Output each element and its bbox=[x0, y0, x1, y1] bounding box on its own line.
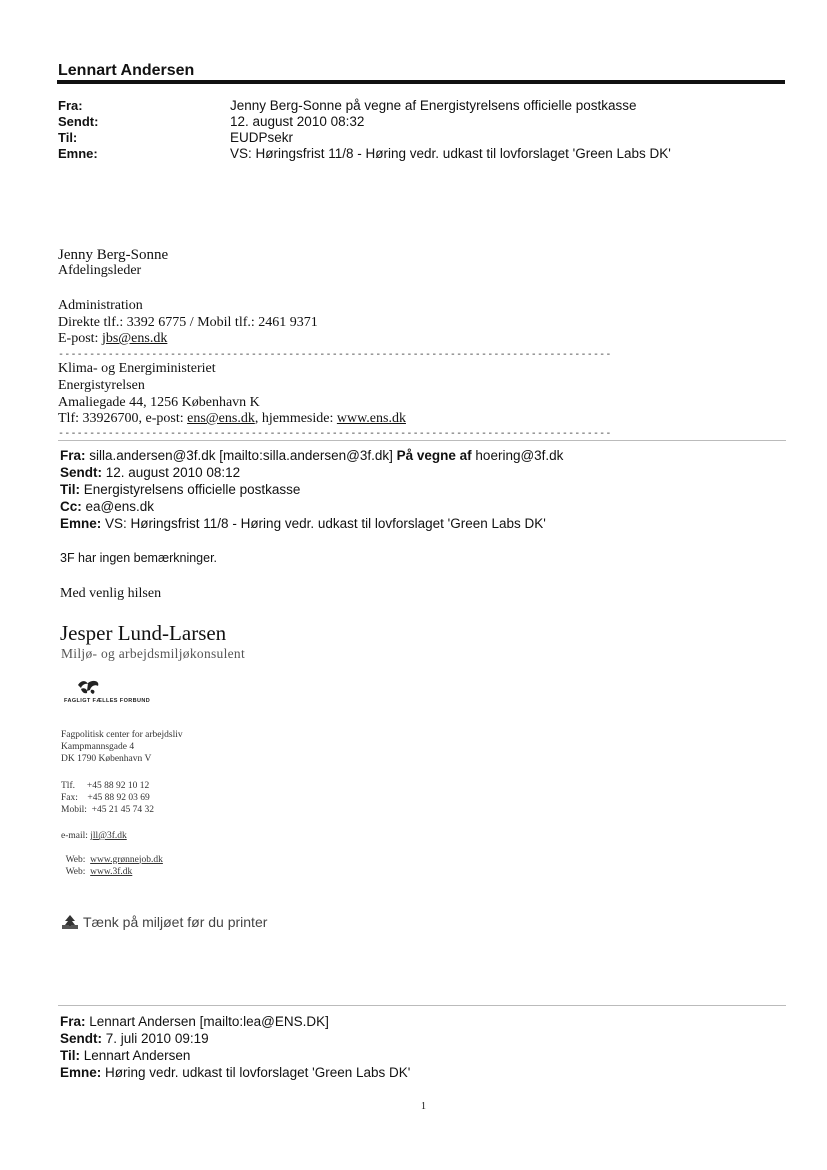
msg2-sent-line bbox=[60, 1030, 209, 1047]
ministry-name: Klima- og Energiministeriet bbox=[58, 361, 216, 376]
agency-address: Amaliegade 44, 1256 København K bbox=[58, 395, 260, 410]
sender-department: Administration bbox=[58, 298, 143, 313]
msg1-from-line bbox=[60, 447, 563, 464]
msg2-subject-label: Emne: bbox=[60, 1065, 102, 1080]
eco-note-text: Tænk på miljøet før du printer bbox=[83, 914, 268, 930]
msg1-subject-line bbox=[60, 515, 546, 532]
message-divider bbox=[58, 440, 786, 441]
signature-separator-2: ----------------------------------------------------------------------------------------- bbox=[58, 428, 612, 439]
msg1-cc-value: ea@ens.dk bbox=[85, 499, 155, 514]
msg1-cc-line bbox=[60, 498, 154, 515]
sent-value: 12. august 2010 08:32 bbox=[230, 114, 365, 129]
msg2-to-value: Lennart Andersen bbox=[83, 1048, 191, 1063]
eco-note bbox=[61, 914, 267, 930]
org-line-1: Fagpolitisk center for arbejdsliv bbox=[61, 730, 183, 740]
from-label: Fra: bbox=[58, 98, 83, 113]
agency-contact-prefix: Tlf: 33926700, e-post: bbox=[58, 411, 188, 426]
agency-name: Energistyrelsen bbox=[58, 378, 145, 393]
heading-rule bbox=[57, 80, 785, 84]
agency-email-link[interactable]: ens@ens.dk bbox=[187, 411, 255, 426]
sender-email-label: E-post: bbox=[58, 331, 102, 346]
msg1-on-behalf-value: hoering@3f.dk bbox=[475, 448, 564, 463]
msg2-sent-value: 7. juli 2010 09:19 bbox=[105, 1031, 209, 1046]
msg1-to-label: Til: bbox=[60, 482, 80, 497]
msg1-from-value: silla.andersen@3f.dk [mailto:silla.andersen@3f.dk] bbox=[89, 448, 393, 463]
org-line-3: DK 1790 København V bbox=[61, 754, 152, 764]
msg1-cc-label: Cc: bbox=[60, 499, 82, 514]
org-web-label-2: Web: bbox=[65, 866, 91, 877]
msg2-sent-label: Sendt: bbox=[60, 1031, 102, 1046]
org-web-label-1: Web: bbox=[65, 854, 91, 865]
msg1-to-line bbox=[60, 481, 300, 498]
msg1-on-behalf-label: På vegne af bbox=[396, 448, 472, 463]
signature-separator: ----------------------------------------------------------------------------------------- bbox=[58, 349, 612, 360]
msg1-sent-value: 12. august 2010 08:12 bbox=[105, 465, 241, 480]
fff-logo-icon bbox=[64, 677, 154, 709]
fff-logo bbox=[64, 677, 154, 709]
msg1-sent-label: Sendt: bbox=[60, 465, 102, 480]
msg1-signature-name: Jesper Lund-Larsen bbox=[60, 621, 227, 645]
sender-email-line bbox=[58, 331, 167, 348]
msg2-subject-line bbox=[60, 1064, 410, 1081]
org-web-line-2 bbox=[61, 855, 132, 878]
sent-label: Sendt: bbox=[58, 114, 99, 129]
phone-line: Tlf. +45 88 92 10 12 bbox=[61, 781, 150, 791]
sender-email-link[interactable]: jbs@ens.dk bbox=[101, 331, 168, 346]
mobile-line: Mobil: +45 21 45 74 32 bbox=[61, 805, 154, 815]
org-web-link-1[interactable]: www.grønnejob.dk bbox=[90, 854, 163, 865]
msg1-subject-value: VS: Høringsfrist 11/8 - Høring vedr. udkast til lovforslaget 'Green Labs DK' bbox=[105, 516, 546, 531]
msg1-sent-line bbox=[60, 464, 240, 481]
msg2-from-label: Fra: bbox=[60, 1014, 86, 1029]
to-label: Til: bbox=[58, 130, 78, 145]
fax-line: Fax: +45 88 92 03 69 bbox=[61, 793, 150, 803]
org-email-link[interactable]: jll@3f.dk bbox=[90, 831, 127, 841]
subject-label: Emne: bbox=[58, 146, 98, 161]
sender-title: Afdelingsleder bbox=[58, 263, 142, 278]
msg2-subject-value: Høring vedr. udkast til lovforslaget 'Green Labs DK' bbox=[105, 1065, 411, 1080]
sender-name: Jenny Berg-Sonne bbox=[58, 247, 169, 263]
message-divider-2 bbox=[58, 1005, 786, 1006]
msg1-body: 3F har ingen bemærkninger. bbox=[60, 551, 218, 565]
fff-logo-text: FAGLIGT FÆLLES FORBUND bbox=[64, 698, 151, 704]
msg2-to-label: Til: bbox=[60, 1048, 80, 1063]
org-web-link-2[interactable]: www.3f.dk bbox=[90, 866, 133, 877]
sender-phones: Direkte tlf.: 3392 6775 / Mobil tlf.: 2461 9371 bbox=[58, 315, 318, 330]
msg2-from-value: Lennart Andersen [mailto:lea@ENS.DK] bbox=[89, 1014, 329, 1029]
msg1-signature-role: Miljø- og arbejdsmiljøkonsulent bbox=[61, 646, 246, 661]
to-value: EUDPsekr bbox=[230, 130, 294, 145]
agency-contact-mid: , hjemmeside: bbox=[254, 411, 337, 426]
msg1-from-label: Fra: bbox=[60, 448, 86, 463]
print-tree-icon bbox=[61, 914, 79, 930]
agency-contact-line bbox=[58, 411, 406, 428]
page-number: 1 bbox=[421, 1101, 426, 1112]
from-value: Jenny Berg-Sonne på vegne af Energistyrelsens officielle postkasse bbox=[230, 98, 637, 113]
subject-value: VS: Høringsfrist 11/8 - Høring vedr. udkast til lovforslaget 'Green Labs DK' bbox=[230, 146, 671, 161]
org-email-line bbox=[61, 831, 127, 843]
msg1-greeting: Med venlig hilsen bbox=[60, 586, 162, 601]
mailbox-owner-name: Lennart Andersen bbox=[58, 62, 195, 79]
msg2-to-line bbox=[60, 1047, 190, 1064]
msg1-to-value: Energistyrelsens officielle postkasse bbox=[83, 482, 301, 497]
msg2-from-line bbox=[60, 1013, 329, 1030]
msg1-subject-label: Emne: bbox=[60, 516, 102, 531]
agency-web-link[interactable]: www.ens.dk bbox=[336, 411, 406, 426]
org-line-2: Kampmannsgade 4 bbox=[61, 742, 135, 752]
org-email-label: e-mail: bbox=[61, 831, 91, 841]
